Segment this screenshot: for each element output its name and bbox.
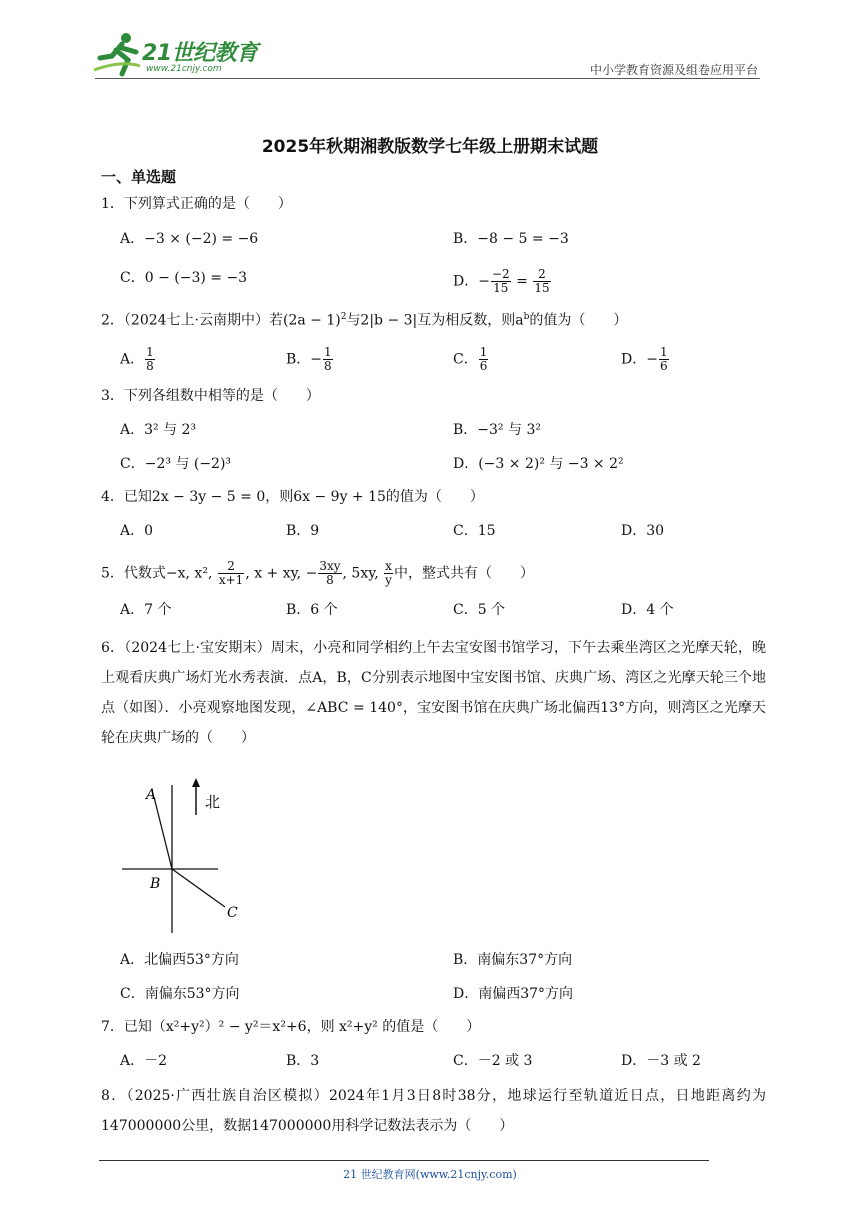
logo-url: www.21cnjy.com (146, 64, 222, 74)
header-platform-text: 中小学教育资源及组卷应用平台 (589, 63, 758, 77)
q4-option-b[interactable]: B．9 (286, 523, 320, 539)
q7-option-c[interactable]: C．－2 或 3 (453, 1053, 533, 1069)
page-title: 2025年秋期湘教版数学七年级上册期末试题 (261, 137, 599, 157)
q6-option-d[interactable]: D．南偏西37°方向 (453, 986, 574, 1002)
q2-option-b[interactable]: B．− $\frac{1}{8}$ (286, 345, 332, 373)
section-heading: 一、单选题 (101, 168, 177, 186)
q5-option-c[interactable]: C．5 个 (453, 602, 506, 618)
question-7-stem: 7．已知（x²+y²）² − y²＝x²+6，则 x²+y² 的值是（ ） (101, 1019, 481, 1035)
q1-option-d[interactable]: D．− $\frac{-2}{15}$ = $\frac{2}{15}$ (453, 267, 550, 295)
q5-option-d[interactable]: D．4 个 (621, 602, 674, 618)
point-c-label: C (227, 905, 238, 921)
q7-option-b[interactable]: B．3 (286, 1053, 320, 1069)
point-b-label: B (150, 876, 161, 892)
question-2-stem: 2．（2024七上·云南期中）若$(2a - 1)^2$与2|b − 3|互为相反数，则$a^b$的值为（ ） (101, 312, 628, 329)
direction-diagram (110, 775, 250, 940)
q3-option-b[interactable]: B．−3² 与 3² (453, 422, 541, 438)
header-divider (95, 78, 760, 79)
question-3-stem: 3．下列各组数中相等的是（ ） (101, 388, 320, 404)
north-label: 北 (205, 793, 221, 811)
page-header (0, 0, 860, 90)
q4-option-d[interactable]: D．30 (621, 523, 665, 539)
q6-option-b[interactable]: B．南偏东37°方向 (453, 952, 573, 968)
q2-option-c[interactable]: C． $\frac{1}{6}$ (453, 345, 488, 373)
page-footer[interactable]: 21 世纪教育网(www.21cnjy.com) (343, 1168, 517, 1181)
q7-option-a[interactable]: A．－2 (120, 1053, 168, 1069)
q1-option-c[interactable]: C．0 − (−3) = −3 (120, 270, 248, 286)
q2-option-d[interactable]: D．− $\frac{1}{6}$ (621, 345, 668, 373)
question-1-stem: 1．下列算式正确的是（ ） (101, 196, 292, 212)
question-6-stem: 6．（2024七上·宝安期末）周末，小亮和同学相约上午去宝安图书馆学习，下午去乘坐湾区之光摩天轮，晚上观看庆典广场灯光水秀表演．点A，B，C分别表示地图中宝安图书馆、庆典广场、湾区之光摩天轮三个地点（如图）．小亮观察地图发现，∠ABC = 140°，宝安图书馆在庆典广场北偏西13°方向，则湾区之光摩天轮在庆典广场的（ ） (101, 640, 766, 746)
q3-option-d[interactable]: D．(−3 × 2)² 与 −3 × 2² (453, 456, 624, 472)
footer-divider (99, 1160, 709, 1161)
q4-option-c[interactable]: C．15 (453, 523, 496, 539)
q5-option-a[interactable]: A．7 个 (120, 602, 172, 618)
q1-option-b[interactable]: B．−8 − 5 = −3 (453, 231, 569, 247)
logo-text: 21世纪教育 (142, 41, 258, 66)
q5-option-b[interactable]: B．6 个 (286, 602, 338, 618)
q2-option-a[interactable]: A． $\frac{1}{8}$ (120, 345, 154, 373)
question-8-stem: 8．（2025·广西壮族自治区模拟）2024年1月3日8时38分，地球运行至轨道近日点，日地距离约为147000000公里，数据147000000用科学记数法表示为（ ） (101, 1088, 766, 1134)
question-4-stem: 4．已知2x − 3y − 5 = 0，则6x − 9y + 15的值为（ ） (101, 489, 484, 505)
q3-option-a[interactable]: A．3² 与 2³ (120, 422, 197, 438)
point-a-label: A (146, 787, 157, 803)
q6-option-a[interactable]: A．北偏西53°方向 (120, 952, 239, 968)
q6-option-c[interactable]: C．南偏东53°方向 (120, 986, 240, 1002)
q4-option-a[interactable]: A．0 (120, 523, 154, 539)
q1-option-a[interactable]: A．−3 × (−2) = −6 (120, 231, 259, 247)
q7-option-d[interactable]: D．－3 或 2 (621, 1053, 701, 1069)
question-5-stem: 5．代数式−x, x², $\frac{2}{x+1}$ , x + xy, − $\frac{3xy}{8}$ , 5xy, $\frac{x}{y}$ 中，整式共有（ ） (101, 559, 534, 587)
q3-option-c[interactable]: C．−2³ 与 (−2)³ (120, 456, 232, 472)
